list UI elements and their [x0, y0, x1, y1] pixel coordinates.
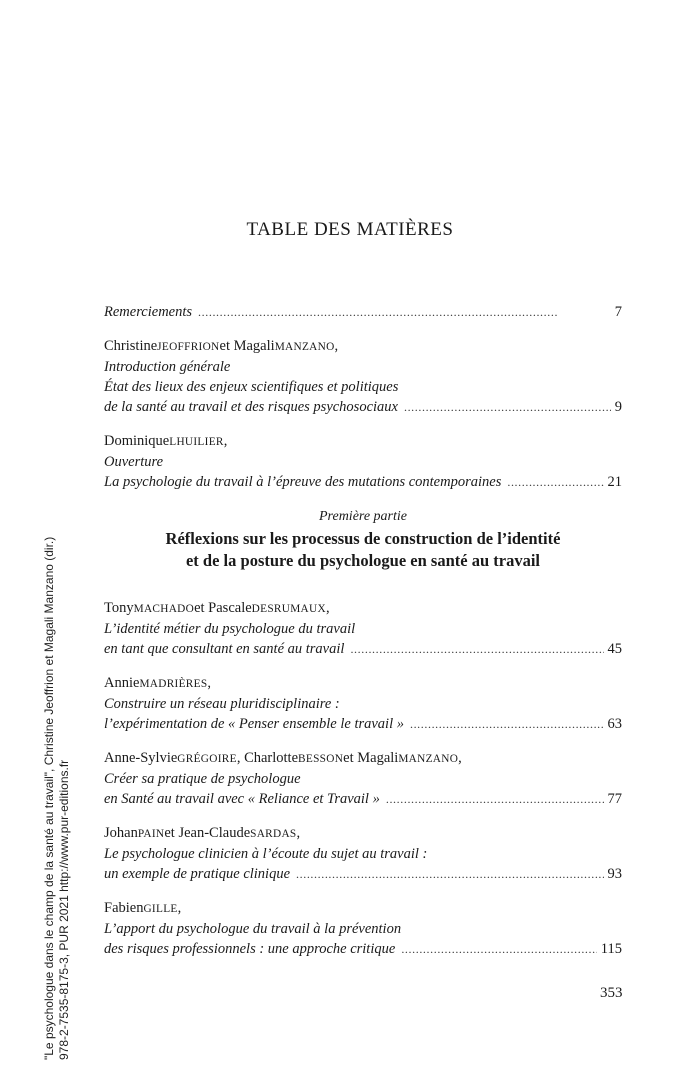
page-title: TABLE DES MATIÈRES [246, 219, 454, 240]
author-joiner: et Pascale [194, 600, 252, 616]
author-last: GRÉGOIRE [177, 753, 237, 765]
dot-leader [404, 397, 611, 417]
author-last: LHUILIER [169, 436, 224, 448]
citation-line-1: "Le psychologue dans le champ de la santé au travail", Christine Jeoffrion et Magali Manzano (dir.) [42, 536, 56, 1060]
author-joiner: et Magali [343, 750, 399, 766]
toc-entry-gille[interactable] [104, 898, 622, 959]
page-ref: 115 [600, 941, 622, 957]
toc-entry-introduction[interactable] [104, 336, 622, 417]
author-trail: , [458, 750, 462, 766]
author-trail: , [223, 433, 228, 449]
author-joiner: et Magali [219, 338, 275, 354]
entry-authors [104, 748, 622, 769]
entry-line: Introduction générale [104, 359, 231, 375]
entry-line: en tant que consultant en santé au travail [104, 641, 345, 657]
entry-line: des risques professionnels : une approche critique [104, 941, 396, 957]
page-ref: 45 [607, 641, 622, 657]
toc-entry-remerciements[interactable] [104, 302, 622, 322]
toc-entry-pain[interactable] [104, 823, 622, 884]
author-last: MADRIÈRES [139, 678, 208, 690]
part-heading [104, 506, 622, 572]
author-last: SARDAS [250, 828, 297, 840]
author-first: Christine [104, 338, 158, 354]
entry-title: Remerciements [104, 304, 193, 320]
entry-line: l’expérimentation de « Penser ensemble le travail » [104, 716, 404, 732]
page-ref: 93 [607, 866, 622, 882]
dot-leader [350, 639, 603, 659]
toc-entry-madrieres[interactable] [104, 673, 622, 734]
entry-authors [104, 673, 622, 694]
dot-leader [198, 302, 611, 322]
author-last: JEOFFRION [157, 341, 220, 353]
author-trail: , [177, 900, 182, 916]
author-first: Anne-Sylvie [104, 750, 178, 766]
page-ref: 63 [607, 716, 622, 732]
entry-line: L’identité métier du psychologue du travail [104, 621, 356, 637]
part-title-line-2: et de la posture du psychologue en santé au travail [185, 551, 540, 570]
entry-authors [104, 336, 622, 357]
entry-line: de la santé au travail et des risques psychosociaux [104, 399, 398, 415]
page-ref: 9 [614, 399, 622, 415]
entry-line: Créer sa pratique de psychologue [104, 771, 301, 787]
page-number: 353 [600, 985, 623, 1001]
author-first: Annie [104, 675, 140, 691]
dot-leader [296, 864, 603, 884]
entry-line: La psychologie du travail à l’épreuve des mutations contemporaines [104, 474, 502, 490]
entry-line: Construire un réseau pluridisciplinaire : [104, 696, 340, 712]
citation-line-2: 978-2-7535-8175-3, PUR 2021 http://www.pur-editions.fr [57, 759, 71, 1060]
author-trail: , [207, 675, 212, 691]
author-trail: , [334, 338, 339, 354]
dot-leader [410, 714, 604, 734]
author-first: Fabien [104, 900, 144, 916]
author-last: PAIN [137, 828, 165, 840]
page-ref: 7 [614, 304, 622, 320]
page-ref: 21 [607, 474, 622, 490]
entry-line: Ouverture [104, 454, 164, 470]
author-last: BESSON [298, 753, 344, 765]
author-first: Dominique [104, 433, 170, 449]
table-of-contents [104, 302, 622, 973]
dot-leader [386, 789, 604, 809]
author-joiner: , Charlotte [236, 750, 299, 766]
author-last: DESRUMAUX [251, 603, 326, 615]
entry-line: Le psychologue clinicien à l’écoute du sujet au travail : [104, 846, 428, 862]
dot-leader [401, 939, 596, 959]
entry-line: en Santé au travail avec « Reliance et Travail » [104, 791, 380, 807]
page-ref: 77 [607, 791, 622, 807]
toc-entry-machado[interactable] [104, 598, 622, 659]
entry-line: L’apport du psychologue du travail à la prévention [104, 921, 402, 937]
part-label: Première partie [319, 509, 407, 524]
author-joiner: et Jean-Claude [164, 825, 251, 841]
author-last: GILLE [143, 903, 178, 915]
entry-authors [104, 431, 622, 452]
author-first: Johan [104, 825, 138, 841]
entry-authors [104, 898, 622, 919]
part-title-line-1: Réflexions sur les processus de construction de l’identité [165, 529, 561, 548]
sidebar-citation [42, 500, 72, 1060]
author-last: MANZANO [398, 753, 459, 765]
entry-authors [104, 598, 622, 619]
entry-authors [104, 823, 622, 844]
author-first: Tony [104, 600, 134, 616]
entry-line: un exemple de pratique clinique [104, 866, 291, 882]
author-last: MANZANO [274, 341, 335, 353]
dot-leader [507, 472, 603, 492]
author-trail: , [296, 825, 301, 841]
toc-entry-ouverture[interactable] [104, 431, 622, 492]
author-trail: , [325, 600, 330, 616]
entry-line: État des lieux des enjeux scientifiques et politiques [104, 379, 399, 395]
author-last: MACHADO [133, 603, 195, 615]
toc-entry-gregoire[interactable] [104, 748, 622, 809]
